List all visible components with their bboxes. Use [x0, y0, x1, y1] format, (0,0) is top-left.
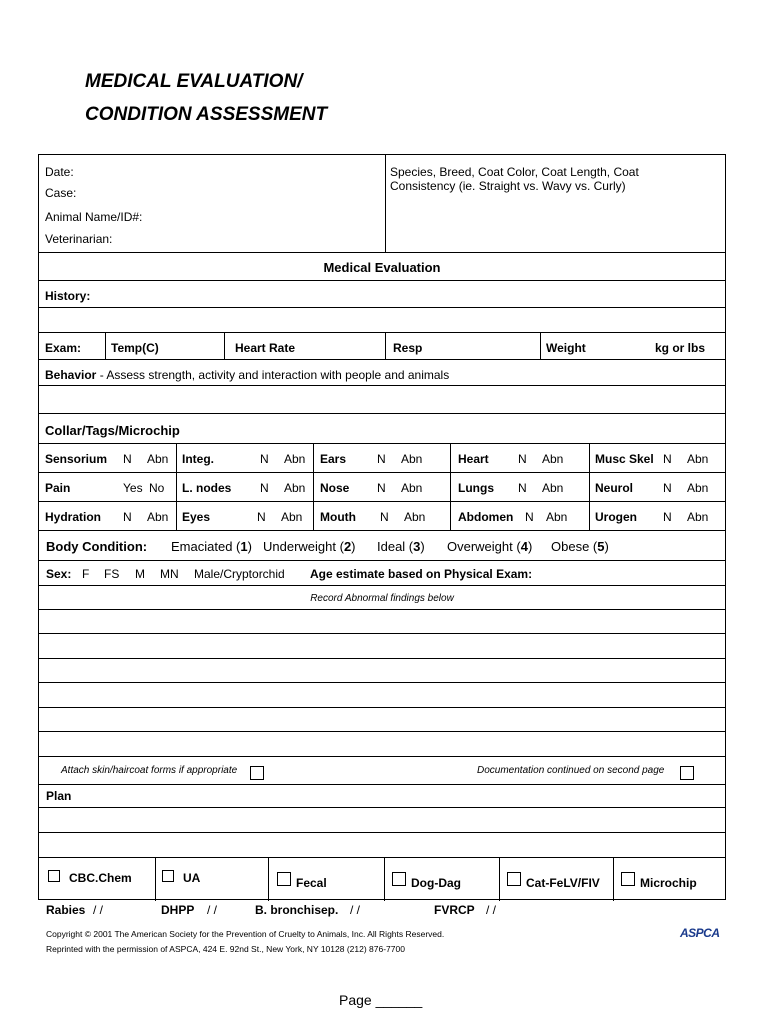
system-heart: Heart [458, 452, 489, 466]
option-yes[interactable]: Yes [123, 481, 143, 495]
option-abnormal[interactable]: Abn [404, 510, 426, 524]
dhpp-date[interactable]: / / [207, 903, 218, 917]
species-label[interactable]: Species, Breed, Coat Color, Coat Length, Coat Consistency (ie. Straight vs. Wavy vs. Curly) [390, 165, 639, 193]
system-abdomen: Abdomen [458, 510, 514, 524]
option-normal[interactable]: N [380, 510, 389, 524]
system-neurol: Neurol [595, 481, 634, 495]
body-condition-obese[interactable]: Obese (5) [551, 539, 609, 554]
rabies-date[interactable]: / / [93, 903, 104, 917]
sex-option-mn[interactable]: MN [160, 567, 179, 581]
option-no[interactable]: No [149, 481, 165, 495]
sex-option-fs[interactable]: FS [104, 567, 120, 581]
age-estimate-label[interactable]: Age estimate based on Physical Exam: [310, 567, 533, 581]
option-abnormal[interactable]: Abn [542, 452, 564, 466]
page-number-field[interactable]: Page ______ [339, 992, 423, 1008]
option-normal[interactable]: N [663, 481, 672, 495]
system-sensorium: Sensorium [45, 452, 108, 466]
system-nose: Nose [320, 481, 350, 495]
option-normal[interactable]: N [123, 510, 132, 524]
option-abnormal[interactable]: Abn [147, 452, 169, 466]
form-title-line1: MEDICAL EVALUATION/ [85, 71, 303, 92]
option-normal[interactable]: N [518, 481, 527, 495]
system-l-nodes: L. nodes [182, 481, 232, 495]
system-musc-skel: Musc Skel [595, 452, 654, 466]
attach-forms-checkbox[interactable] [250, 766, 264, 780]
fvrcp-date[interactable]: / / [486, 903, 497, 917]
rabies-label: Rabies [46, 903, 86, 917]
cbc-chem-label: CBC.Chem [69, 871, 132, 885]
option-normal[interactable]: N [663, 510, 672, 524]
option-normal[interactable]: N [663, 452, 672, 466]
medical-evaluation-heading: Medical Evaluation [323, 260, 441, 275]
aspca-logo: ASPCA [680, 926, 720, 940]
behavior-row[interactable] [45, 368, 449, 382]
case-label[interactable]: Case: [45, 186, 77, 200]
heart-rate-field[interactable]: Heart Rate [235, 341, 296, 355]
sex-option-f[interactable]: F [82, 567, 90, 581]
body-condition-overweight[interactable]: Overweight (4) [447, 539, 533, 554]
dog-dag-checkbox[interactable] [392, 872, 406, 886]
veterinarian-label[interactable]: Veterinarian: [45, 232, 113, 246]
option-normal[interactable]: N [260, 481, 269, 495]
body-condition-label: Body Condition: [46, 539, 148, 554]
documentation-label: Documentation continued on second page [477, 765, 665, 776]
fecal-checkbox[interactable] [277, 872, 291, 886]
option-normal[interactable]: N [518, 452, 527, 466]
option-normal[interactable]: N [257, 510, 266, 524]
option-normal[interactable]: N [377, 481, 386, 495]
behavior-description: - Assess strength, activity and interaction with people and animals [99, 368, 450, 382]
weight-units: kg or lbs [655, 341, 706, 355]
body-condition-emaciated[interactable]: Emaciated (1) [171, 539, 252, 554]
exam-label: Exam: [45, 341, 82, 355]
sex-option-m[interactable]: M [135, 567, 145, 581]
system-integ: Integ. [182, 452, 214, 466]
system-hydration: Hydration [45, 510, 102, 524]
option-abnormal[interactable]: Abn [687, 452, 709, 466]
resp-field[interactable]: Resp [393, 341, 423, 355]
cbc-chem-checkbox[interactable] [48, 870, 60, 882]
behavior-label: Behavior [45, 368, 97, 382]
date-label[interactable]: Date: [45, 165, 74, 179]
option-abnormal[interactable]: Abn [147, 510, 169, 524]
option-normal[interactable]: N [260, 452, 269, 466]
documentation-checkbox[interactable] [680, 766, 694, 780]
body-condition-ideal[interactable]: Ideal (3) [377, 539, 425, 554]
record-abnormal-note: Record Abnormal findings below [310, 593, 454, 604]
option-abnormal[interactable]: Abn [281, 510, 303, 524]
cat-felv-fiv-label: Cat-FeLV/FIV [526, 876, 600, 890]
microchip-label: Microchip [640, 876, 697, 890]
attach-forms-label: Attach skin/haircoat forms if appropriate [61, 765, 238, 776]
weight-field[interactable]: Weight [546, 341, 586, 355]
option-abnormal[interactable]: Abn [687, 481, 709, 495]
option-abnormal[interactable]: Abn [401, 481, 423, 495]
option-abnormal[interactable]: Abn [687, 510, 709, 524]
history-label[interactable]: History: [45, 289, 91, 303]
system-ears: Ears [320, 452, 347, 466]
sex-label: Sex: [46, 567, 72, 581]
system-eyes: Eyes [182, 510, 211, 524]
dog-dag-label: Dog-Dag [411, 876, 461, 890]
option-normal[interactable]: N [123, 452, 132, 466]
dhpp-label: DHPP [161, 903, 195, 917]
plan-label[interactable]: Plan [46, 789, 72, 803]
reprint-text: Reprinted with the permission of ASPCA, 424 E. 92nd St., New York, NY 10128 (212) 876-7700 [46, 944, 405, 954]
form-title-line2: CONDITION ASSESSMENT [85, 104, 328, 125]
ua-checkbox[interactable] [162, 870, 174, 882]
b-bronchisep-label: B. bronchisep. [255, 903, 339, 917]
medical-evaluation-form [38, 154, 726, 900]
system-mouth: Mouth [320, 510, 356, 524]
temp-field[interactable]: Temp(C) [111, 341, 159, 355]
option-abnormal[interactable]: Abn [284, 481, 306, 495]
fecal-label: Fecal [296, 876, 327, 890]
system-pain: Pain [45, 481, 71, 495]
sex-option-cryptorchid[interactable]: Male/Cryptorchid [194, 567, 285, 581]
option-abnormal[interactable]: Abn [546, 510, 568, 524]
fvrcp-label: FVRCP [434, 903, 475, 917]
option-abnormal[interactable]: Abn [284, 452, 306, 466]
microchip-checkbox[interactable] [621, 872, 635, 886]
body-condition-underweight[interactable]: Underweight (2) [263, 539, 356, 554]
system-urogen: Urogen [595, 510, 637, 524]
system-lungs: Lungs [458, 481, 494, 495]
animal-id-label[interactable]: Animal Name/ID#: [45, 210, 143, 224]
ua-label: UA [183, 871, 201, 885]
option-normal[interactable]: N [377, 452, 386, 466]
copyright-text: Copyright © 2001 The American Society for the Prevention of Cruelty to Animals, Inc. All Rights Reserved. [46, 929, 445, 939]
b-bronchisep-date[interactable]: / / [350, 903, 361, 917]
option-abnormal[interactable]: Abn [542, 481, 564, 495]
cat-felv-fiv-checkbox[interactable] [507, 872, 521, 886]
option-abnormal[interactable]: Abn [401, 452, 423, 466]
option-normal[interactable]: N [525, 510, 534, 524]
collar-tags-microchip-label[interactable]: Collar/Tags/Microchip [45, 423, 180, 438]
